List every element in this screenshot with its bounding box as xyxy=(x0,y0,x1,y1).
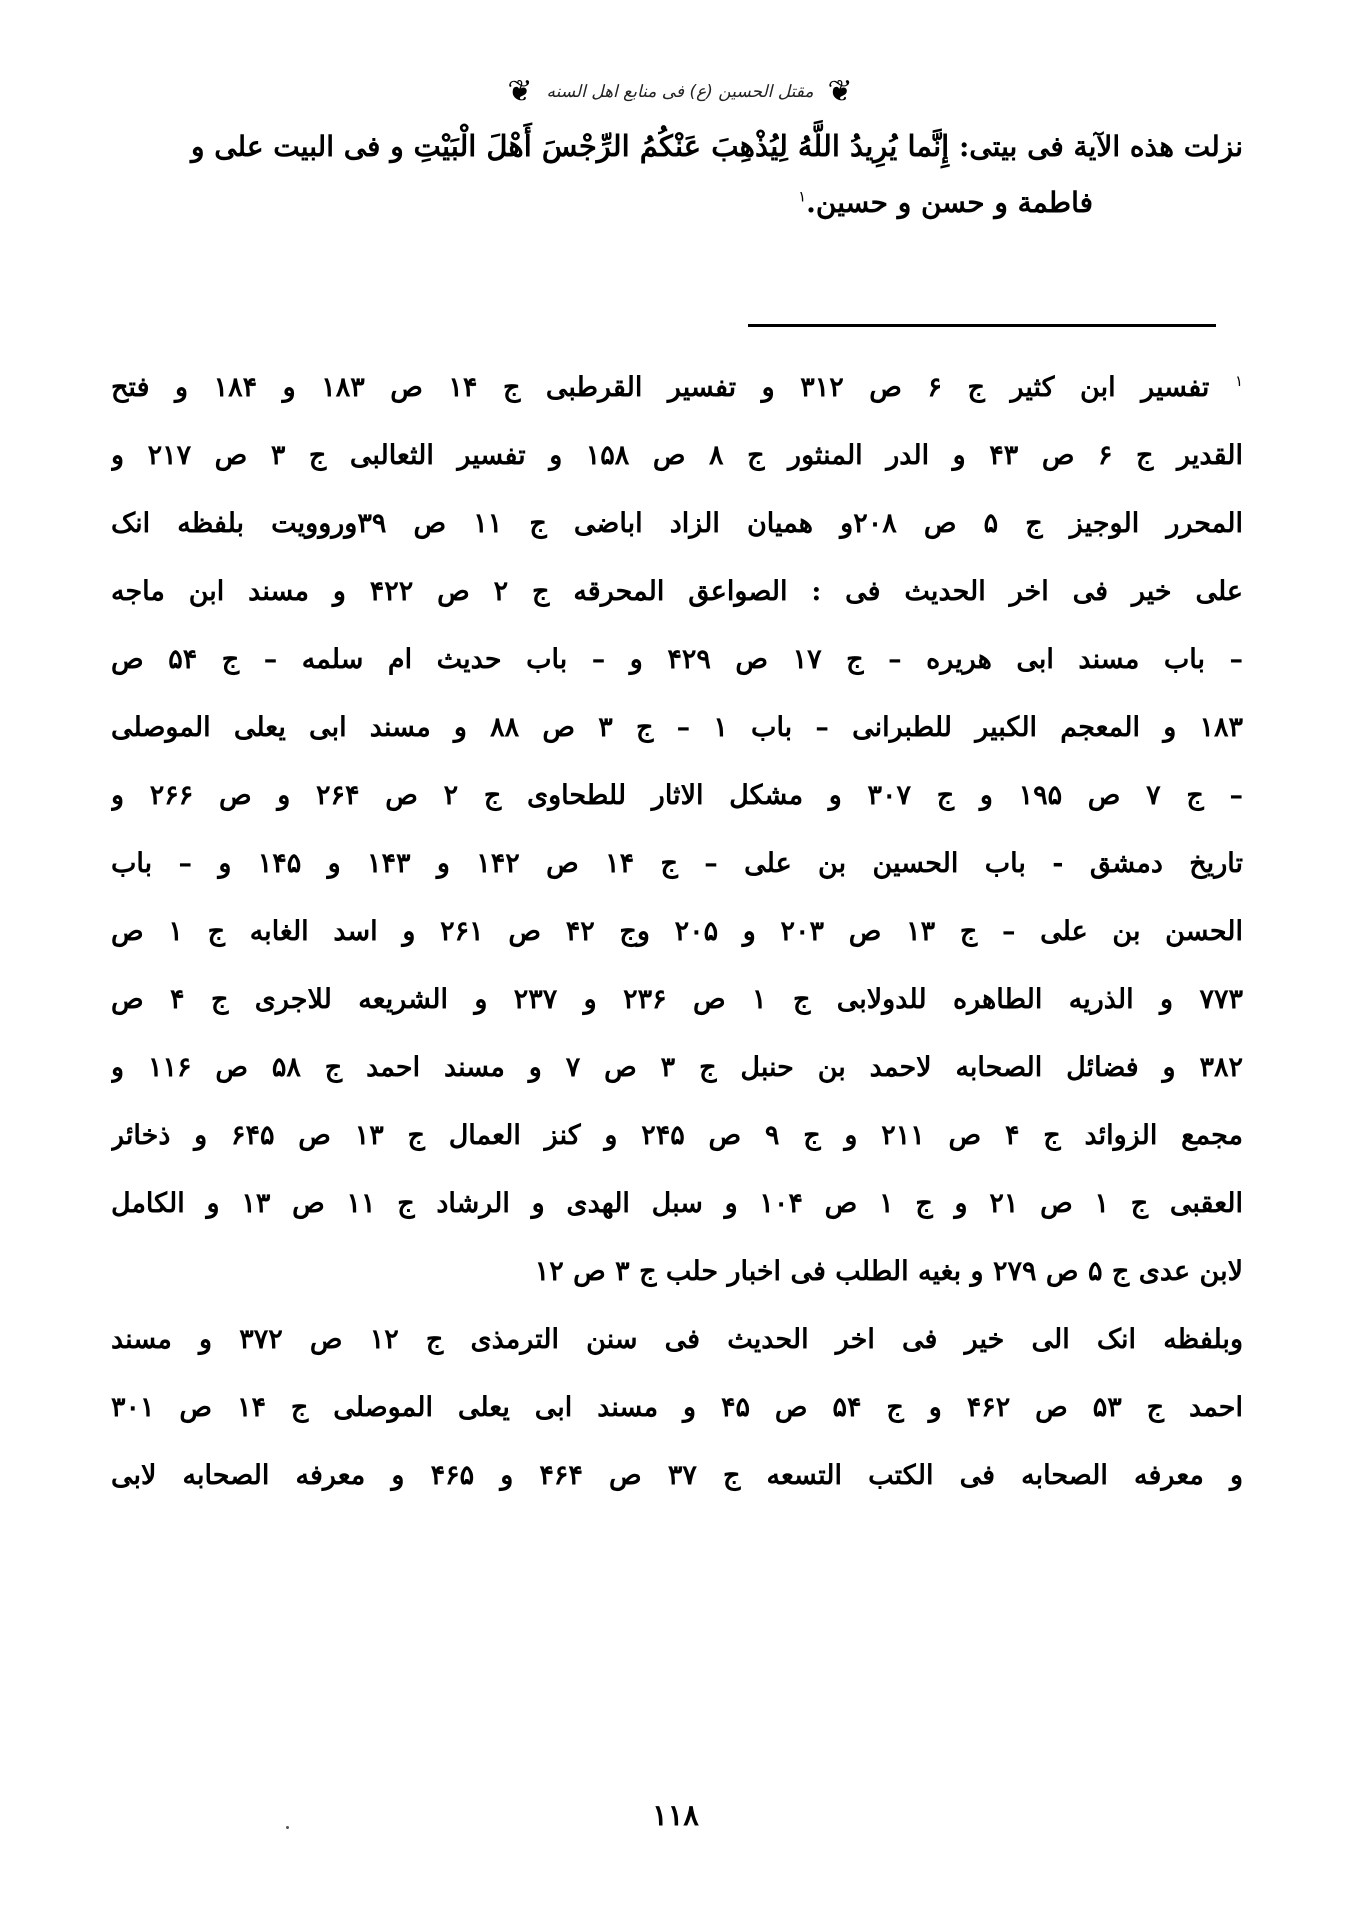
main-line-2-text: فاطمة و حسن و حسين. xyxy=(806,186,1093,219)
running-header xyxy=(440,72,920,112)
header-ornament-right: ❦ xyxy=(827,74,853,109)
footnote-line: احمد ج ۵۳ ص ۴۶۲ و ج ۵۴ ص ۴۵ و مسند ابى يعلى الموصلى ج ۱۴ ص ۳۰۱ xyxy=(111,1392,1243,1423)
main-line-2 xyxy=(103,175,1243,231)
footnote-line: العقبى ج ۱ ص ۲۱ و ج ۱ ص ۱۰۴ و سبل الهدى و الرشاد ج ۱۱ ص ۱۳ و الكامل xyxy=(111,1188,1243,1219)
footnote-line: على خير فى اخر الحديث فى : الصواعق المحرقه ج ۲ ص ۴۲۲ و مسند ابن ماجه xyxy=(111,576,1243,607)
header-title: مقتل الحسين (ع) فى منابع اهل السنه xyxy=(546,82,814,102)
footnote-line: ۷۷۳ و الذريه الطاهره للدولابى ج ۱ ص ۲۳۶ و ۲۳۷ و الشريعه للاجرى ج ۴ ص xyxy=(111,984,1243,1015)
footnote-reference: ١ xyxy=(798,187,807,206)
footnote-line: و معرفه الصحابه فى الكتب التسعه ج ۳۷ ص ۴۶۴ و ۴۶۵ و معرفه الصحابه لابى xyxy=(111,1460,1243,1491)
footnote-line: وبلفظه انک الى خير فى اخر الحديث فى سنن الترمذى ج ۱۲ ص ۳۷۲ و مسند xyxy=(111,1324,1243,1355)
main-line-1 xyxy=(103,118,1243,175)
main-line-1-prefix: نزلت هذه الآية فى بيتى: xyxy=(949,130,1243,163)
footnote-line: ۳۸۲ و فضائل الصحابه لاحمد بن حنبل ج ۳ ص ۷ و مسند احمد ج ۵۸ ص ۱۱۶ و xyxy=(111,1052,1243,1083)
footnote-line: الحسن بن على – ج ۱۳ ص ۲۰۳ و ۲۰۵ وج ۴۲ ص ۲۶۱ و اسد الغابه ج ۱ ص xyxy=(111,916,1243,947)
footnote-line: القدير ج ۶ ص ۴۳ و الدر المنثور ج ۸ ص ۱۵۸ و تفسير الثعالبى ج ۳ ص ۲۱۷ و xyxy=(111,440,1243,471)
footnote-marker: ١ xyxy=(1234,372,1243,390)
footnote-line: مجمع الزوائد ج ۴ ص ۲۱۱ و ج ۹ ص ۲۴۵ و كنز العمال ج ۱۳ ص ۶۴۵ و ذخائر xyxy=(111,1120,1243,1151)
scan-speck xyxy=(286,1826,289,1829)
main-paragraph xyxy=(103,118,1243,231)
footnote-line-text: تفسير ابن كثير ج ۶ ص ۳۱۲ و تفسير القرطبى ج ۱۴ ص ۱۸۳ و ۱۸۴ و فتح xyxy=(111,372,1210,403)
footnote-line: – باب مسند ابى هريره – ج ۱۷ ص ۴۲۹ و – باب حديث ام سلمه – ج ۵۴ ص xyxy=(111,644,1243,675)
footnote-line xyxy=(111,354,1243,422)
footnote-line: المحرر الوجيز ج ۵ ص ۲۰۸و هميان الزاد اباضى ج ۱۱ ص ۳۹وروويت بلفظه انک xyxy=(111,508,1243,539)
footnote-line: – ج ۷ ص ۱۹۵ و ج ۳۰۷ و مشكل الاثار للطحاوى ج ۲ ص ۲۶۴ و ص ۲۶۶ و xyxy=(111,780,1243,811)
quran-verse: إِنَّما يُرِيدُ اللَّهُ لِيُذْهِبَ عَنْكُمُ الرِّجْسَ أَهْلَ الْبَيْتِ xyxy=(413,129,950,163)
main-line-1-suffix: و فى البيت علی و xyxy=(190,130,414,163)
page-number: ۱۱۸ xyxy=(652,1798,699,1832)
footnote-line: ۱۸۳ و المعجم الكبير للطبرانى – باب ۱ – ج ۳ ص ۸۸ و مسند ابى يعلى الموصلى xyxy=(111,712,1243,743)
footnote-line: تاريخ دمشق - باب الحسين بن على – ج ۱۴ ص ۱۴۲ و ۱۴۳ و ۱۴۵ و – باب xyxy=(111,848,1243,879)
header-ornament-left: ❦ xyxy=(507,74,533,109)
footnotes-block xyxy=(111,354,1243,1510)
footnote-separator xyxy=(748,324,1216,327)
footnote-line: لابن عدى ج ۵ ص ۲۷۹ و بغيه الطلب فى اخبار حلب ج ۳ ص ۱۲ xyxy=(534,1256,1243,1287)
